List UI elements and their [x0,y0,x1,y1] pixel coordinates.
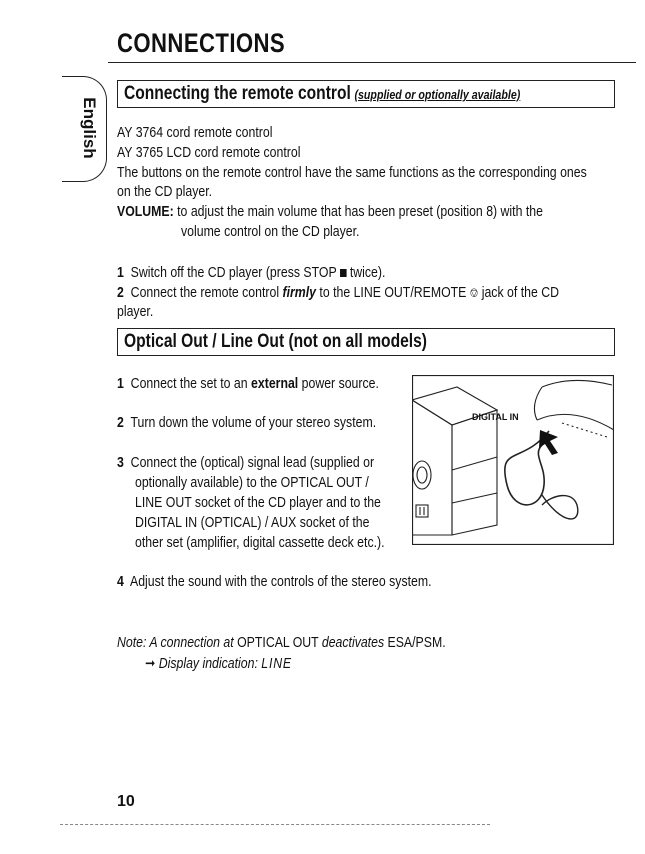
optical-step-4: 4 Adjust the sound with the controls of the stereo system. [117,573,432,590]
section-title: Connecting the remote control [124,83,351,104]
arrow-right-icon: ➞ [145,655,156,672]
section-subtitle: (supplied or optionally available) [354,87,521,102]
section-title: Optical Out / Line Out (not on all models) [124,331,427,352]
optical-step-2: 2 Turn down the volume of your stereo system. [117,414,377,431]
remote-step-2: 2 Connect the remote control firmly to the LINE OUT/REMOTE ⎊ jack of the CD [117,284,559,301]
section-heading-optical-out [117,328,615,356]
section-heading-remote-control [117,80,615,108]
remote-model-1: AY 3764 cord remote control [117,124,273,141]
headphone-icon: ⎊ [469,285,479,300]
digital-in-label: DIGITAL IN [472,412,519,422]
remote-description: The buttons on the remote control have the same functions as the corresponding ones [117,164,587,181]
optical-step-3: 3 Connect the (optical) signal lead (supplied or [117,454,375,471]
title-rule [108,62,636,63]
remote-step-1: 1 Switch off the CD player (press STOP twice). [117,264,386,281]
page-number: 10 [117,793,135,810]
volume-label: VOLUME: [117,203,174,220]
optical-step-3-line4: DIGITAL IN (OPTICAL) / AUX socket of the [135,514,370,531]
volume-description-cont: volume control on the CD player. [181,223,360,240]
optical-step-1: 1 Connect the set to an external power source. [117,375,379,392]
remote-description-cont: on the CD player. [117,183,213,200]
lcd-display-value: LINE [261,655,292,672]
language-tab-label: English [80,97,99,159]
stop-square-icon [340,269,347,277]
remote-step-2-cont: player. [117,303,154,320]
optical-step-3-line5: other set (amplifier, digital cassette deck etc.). [135,534,385,551]
scan-artifact-line [60,824,490,825]
remote-model-2: AY 3765 LCD cord remote control [117,144,301,161]
optical-step-3-line2: optionally available) to the OPTICAL OUT / [135,474,369,491]
optical-step-3-line3: LINE OUT socket of the CD player and to the [135,494,381,511]
display-indication: ➞ Display indication: LINE [145,655,292,672]
note: Note: A connection at OPTICAL OUT deactivates ESA/PSM. [117,634,446,651]
page-title: CONNECTIONS [117,28,286,58]
volume-description: VOLUME: to adjust the main volume that has been preset (position 8) with the [117,203,543,220]
connection-illustration [412,375,614,545]
